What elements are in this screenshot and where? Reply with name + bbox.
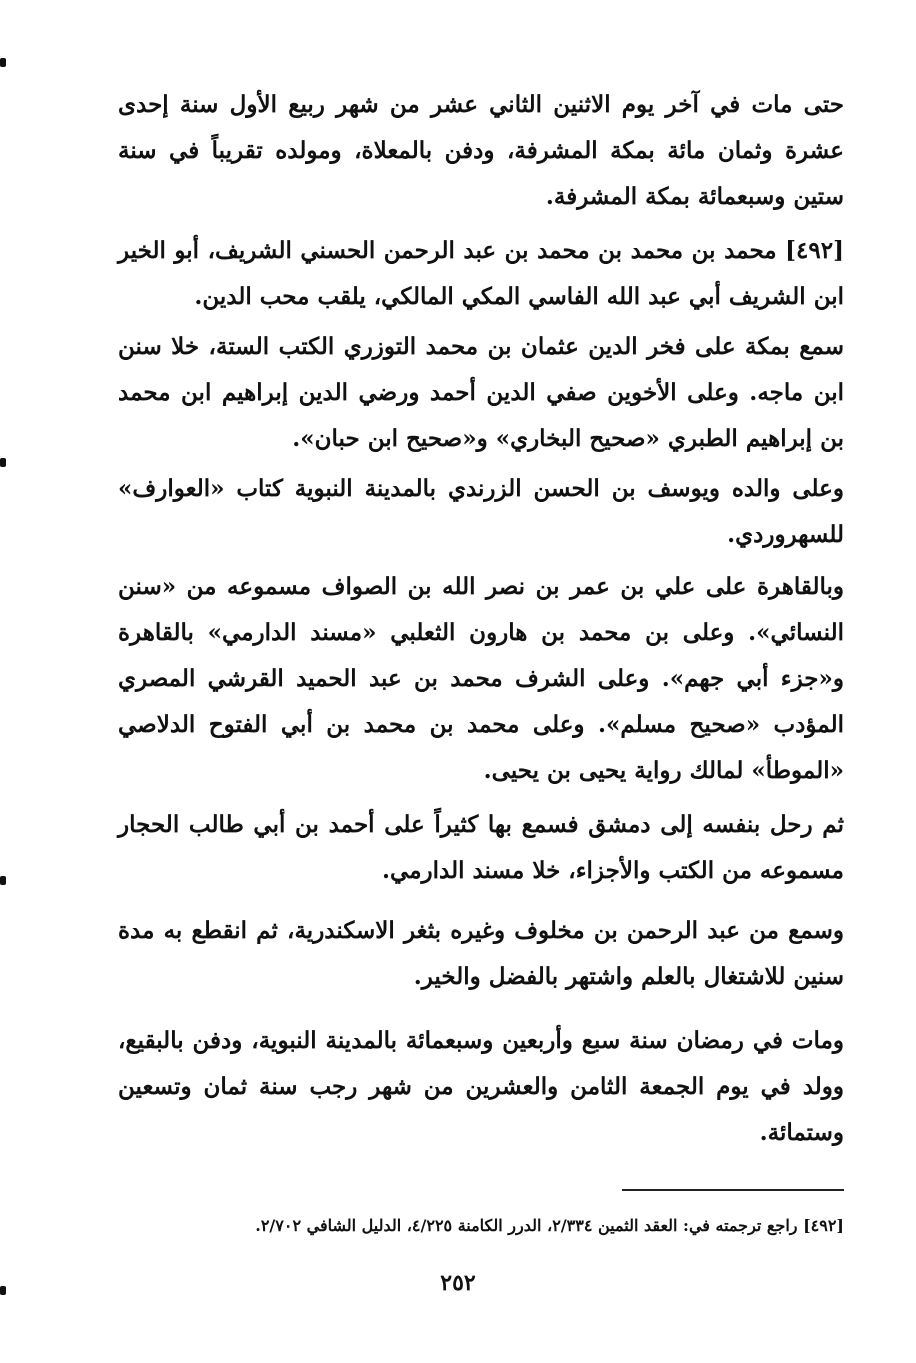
scan-mark — [0, 458, 6, 467]
paragraph: سمع بمكة على فخر الدين عثمان بن محمد التوزري الكتب الستة، خلا سنن ابن ماجه. وعلى الأخوين صفي الدين أحمد ورضي الدين إبراهيم ابن محمد بن إبراهيم الطبري «صحيح البخاري» و«صحيح ابن حبان». — [118, 333, 844, 452]
footnote-divider — [622, 1189, 844, 1191]
paragraph: وسمع من عبد الرحمن بن مخلوف وغيره بثغر الاسكندرية، ثم انقطع به مدة سنين للاشتغال بالعلم واشتهر بالفضل والخير. — [118, 917, 844, 990]
page-number: ٢٥٢ — [440, 1270, 476, 1296]
paragraph: وبالقاهرة على علي بن عمر بن نصر الله بن الصواف مسموعه من «سنن النسائي». وعلى بن محمد بن هارون الثعلبي «مسند الدارمي» بالقاهرة و«جزء أبي جهم». وعلى الشرف محمد بن عبد الحميد القرشي المصري المؤدب «صحيح مسلم». وعلى محمد بن محمد بن أبي الفتوح الدلاصي «الموطأ» لمالك رواية يحيى بن يحيى. — [118, 573, 844, 784]
scan-mark — [0, 58, 6, 67]
paragraph: حتى مات في آخر يوم الاثنين الثاني عشر من شهر ربيع الأول سنة إحدى عشرة وثمان مائة بمكة المشرفة، ودفن بالمعلاة، ومولده تقريباً في سنة ستين وسبعمائة بمكة المشرفة. — [118, 91, 844, 210]
paragraph: ثم رحل بنفسه إلى دمشق فسمع بها كثيراً على أحمد بن أبي طالب الحجار مسموعه من الكتب والأجزاء، خلا مسند الدارمي. — [118, 811, 844, 884]
paragraph: وعلى والده ويوسف بن الحسن الزرندي بالمدينة النبوية كتاب «العوارف» للسهروردي. — [118, 475, 844, 548]
footnote: [٤٩٢] راجع ترجمته في: العقد الثمين ٢/٣٣٤، الدرر الكامنة ٤/٢٢٥، الدليل الشافي ٢/٧٠٢. — [255, 1216, 844, 1235]
scan-mark — [0, 876, 6, 885]
entry-heading-paragraph: [٤٩٢] محمد بن محمد بن محمد بن عبد الرحمن الحسني الشريف، أبو الخير ابن الشريف أبي عبد الله الفاسي المكي المالكي، يلقب محب الدين. — [118, 237, 844, 310]
paragraph: ومات في رمضان سنة سبع وأربعين وسبعمائة بالمدينة النبوية، ودفن بالبقيع، وولد في يوم الجمعة الثامن والعشرين من شهر رجب سنة ثمان وتسعين وستمائة. — [118, 1027, 844, 1146]
